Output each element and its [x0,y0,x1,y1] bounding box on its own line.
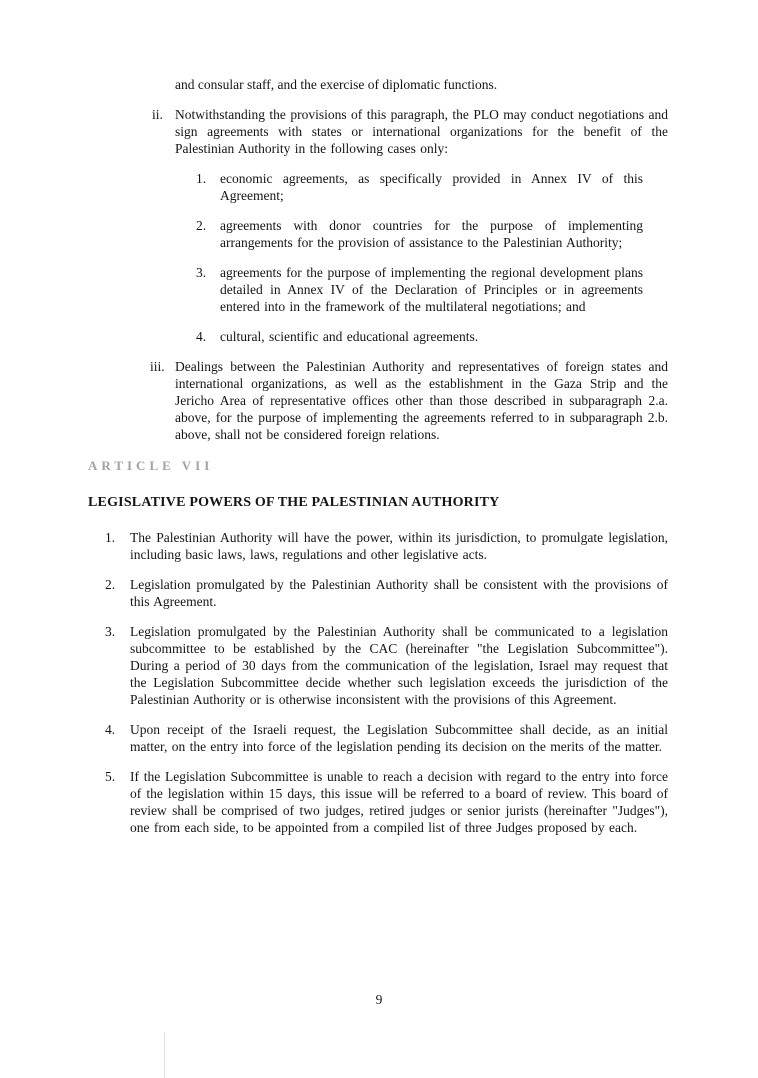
list-label: 4. [196,329,207,344]
numbered-item-5 [105,768,668,836]
list-text: If the Legislation Subcommittee is unable to reach a decision with regard to the entry into force of the legislation within 15 days, this issue will be referred to a board of review. This board of review shall be comprised of two judges, retired judges or senior jurists (hereinafter "Judges"), one from each side, to be appointed from a compiled list of three Judges proposed by each. [130,769,668,835]
list-label: 5. [105,769,116,784]
list-item-ii [152,106,668,157]
continuation-paragraph: and consular staff, and the exercise of diplomatic functions. [175,77,498,92]
scan-artifact-line [164,1032,165,1078]
list-label: iii. [150,359,165,374]
sub-list-item-3 [196,264,643,315]
sub-list-item-1 [196,170,643,204]
list-label: 1. [196,171,207,186]
list-label: 4. [105,722,116,737]
list-label: 2. [196,218,207,233]
list-text: Legislation promulgated by the Palestinian Authority shall be consistent with the provisions of this Agreement. [130,577,668,609]
list-text: economic agreements, as specifically provided in Annex IV of this Agreement; [220,171,643,203]
section-heading: LEGISLATIVE POWERS OF THE PALESTINIAN AUTHORITY [88,495,500,510]
sub-list-item-2 [196,217,643,251]
list-text: Upon receipt of the Israeli request, the Legislation Subcommittee shall decide, as an initial matter, on the entry into force of the legislation pending its decision on the merits of the matter. [130,722,668,754]
list-label: ii. [152,107,163,122]
list-text: agreements for the purpose of implementing the regional development plans detailed in Annex IV of the Declaration of Principles or in agreements entered into in the framework of the multilateral negotiations; and [220,265,643,314]
page-number: 9 [375,992,383,1007]
article-heading: ARTICLE VII [88,458,214,473]
list-text: The Palestinian Authority will have the power, within its jurisdiction, to promulgate legislation, including basic laws, laws, regulations and other legislative acts. [130,530,668,562]
numbered-item-4 [105,721,668,755]
numbered-item-3 [105,623,668,708]
sub-list-item-4 [196,328,643,345]
list-text: cultural, scientific and educational agreements. [220,329,479,344]
list-text: Dealings between the Palestinian Authority and representatives of foreign states and international organizations, as well as the establishment in the Gaza Strip and the Jericho Area of representative offices other than those described in subparagraph 2.a. above, for the purpose of implementing the agreements referred to in subparagraph 2.b. above, shall not be considered foreign relations. [175,359,668,442]
numbered-item-2 [105,576,668,610]
list-label: 2. [105,577,116,592]
list-text: Notwithstanding the provisions of this paragraph, the PLO may conduct negotiations and sign agreements with states or international organizations for the benefit of the Palestinian Authority in the following cases only: [175,107,668,156]
list-text: Legislation promulgated by the Palestinian Authority shall be communicated to a legislation subcommittee to be established by the CAC (hereinafter "the Legislation Subcommittee"). During a period of 30 days from the communication of the legislation, Israel may request that the Legislation Subcommittee decide whether such legislation exceeds the jurisdiction of the Palestinian Authority or is otherwise inconsistent with the provisions of this Agreement. [130,624,668,707]
list-text: agreements with donor countries for the purpose of implementing arrangements for the provision of assistance to the Palestinian Authority; [220,218,643,250]
numbered-item-1 [105,529,668,563]
list-label: 3. [105,624,116,639]
list-item-iii [150,358,668,443]
list-label: 3. [196,265,207,280]
list-label: 1. [105,530,116,545]
